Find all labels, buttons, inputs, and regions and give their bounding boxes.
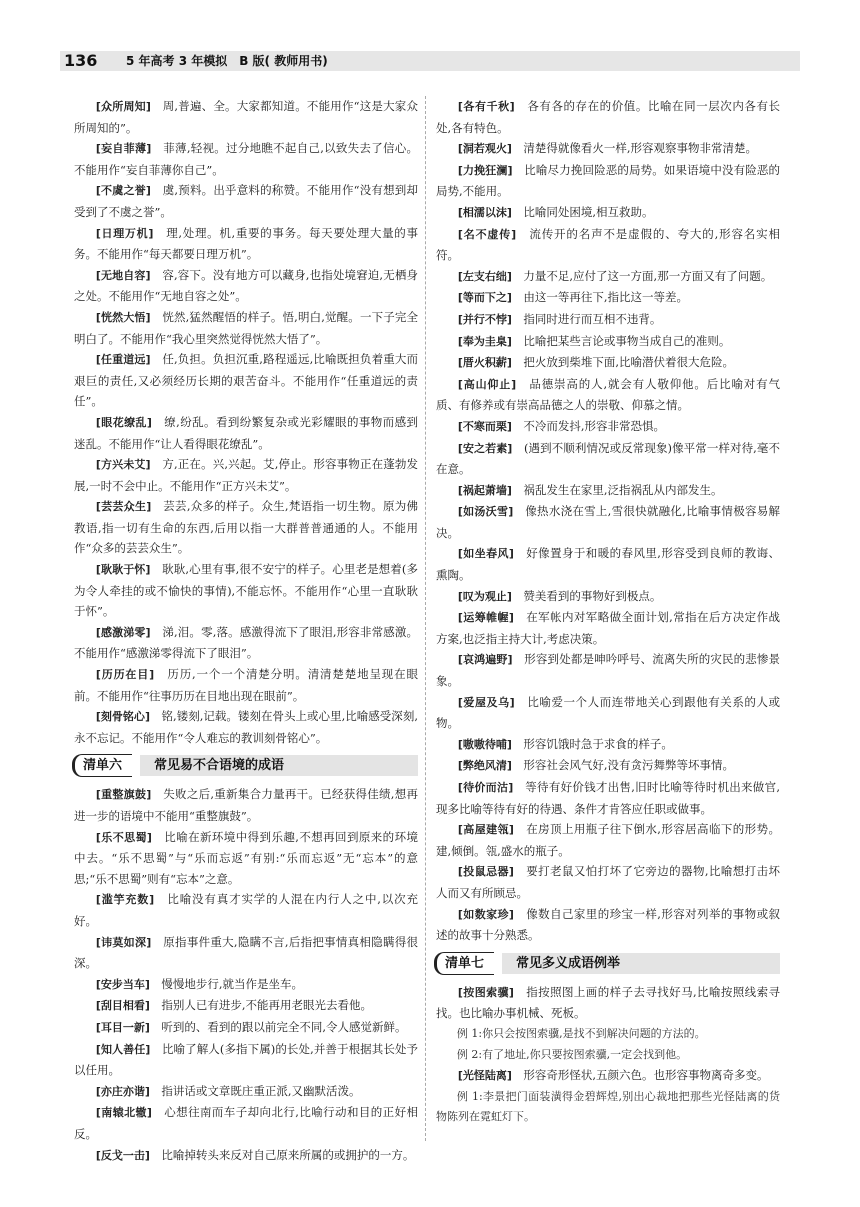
idiom-definition: 好像置身于和暖的春风里,形容受到良师的教诲、熏陶。 [436, 546, 781, 583]
idiom-entry [436, 734, 780, 756]
idiom-term: [运筹帷幄] [457, 611, 514, 625]
idiom-definition: 指讲话或文章既庄重正派,又幽默活泼。 [149, 1083, 361, 1098]
idiom-term: [恍然大悟] [95, 310, 151, 324]
idiom-term: [如汤沃雪] [457, 505, 514, 519]
idiom-entry [436, 607, 780, 649]
idiom-term: [日理万机] [95, 226, 154, 240]
idiom-definition: 像热水浇在雪上,雪很快就融化,比喻事情极容易解决。 [436, 504, 780, 540]
idiom-definition: 指同时进行而互相不违背。 [511, 311, 662, 326]
idiom-entry [436, 138, 780, 160]
idiom-entry [74, 974, 418, 996]
idiom-definition: 像数自己家里的珍宝一样,形容对列举的事物或叙述的故事十分熟悉。 [436, 906, 781, 943]
idiom-term: [耳目一新] [95, 1020, 150, 1034]
idiom-entry [74, 454, 418, 496]
idiom-entry [436, 352, 780, 374]
idiom-term: [刮目相看] [95, 999, 150, 1013]
idiom-term: [如数家珍] [457, 907, 514, 921]
idiom-entry [74, 622, 418, 664]
idiom-term: [芸芸众生] [95, 500, 152, 514]
idiom-term: [南辕北辙] [95, 1106, 152, 1120]
idiom-definition: 历历,一个一个清楚分明。清清楚楚地呈现在眼前。不能用作“往事历历在目地出现在眼前”。 [74, 667, 418, 703]
idiom-term: [哀鸿遍野] [457, 653, 513, 667]
book-title: 5 年高考 3 年模拟 B 版( 教师用书) [126, 54, 328, 68]
idiom-term: [如坐春风] [457, 547, 514, 561]
idiom-term: [并行不悖] [457, 312, 512, 326]
idiom-entry [74, 559, 418, 622]
idiom-definition: 恍然,猛然醒悟的样子。悟,明白,觉醒。一下子完全明白了。不能用作“我心里突然觉得恍然大悟了”。 [74, 309, 418, 346]
idiom-definition: 比喻掉转头来反对自己原来所属的或拥护的一方。 [149, 1147, 415, 1162]
right-column [436, 96, 780, 1128]
idiom-term: [滥竽充数] [95, 893, 155, 907]
idiom-definition: 比喻没有真才实学的人混在内行人之中,以次充好。 [74, 892, 418, 928]
idiom-entry [436, 982, 780, 1024]
idiom-definition: 不冷而发抖,形容非常恐惧。 [511, 418, 666, 433]
idiom-entry [74, 496, 418, 559]
idiom-definition: 指别人已有进步,不能再用老眼光去看他。 [149, 998, 373, 1013]
idiom-definition: 听到的、看到的跟以前完全不同,令人感觉新鲜。 [149, 1019, 407, 1034]
idiom-term: [爱屋及乌] [457, 695, 515, 709]
idiom-entry [436, 819, 780, 861]
idiom-definition: 芸芸,众多的样子。众生,梵语指一切生物。原为佛教语,指一切有生命的东西,后用以指一大群普普通通的人。不能用作“众多的芸芸众生”。 [74, 499, 418, 556]
idiom-entry [74, 1145, 418, 1167]
idiom-entry [436, 543, 780, 585]
idiom-definition: 等待有好价钱才出售,旧时比喻等待时机出来做官,现多比喻等待有好的待遇、条件才肯答应任职或做事。 [436, 780, 780, 816]
idiom-term: [历历在目] [95, 668, 155, 682]
idiom-entry [74, 827, 418, 890]
usage-example: 例 1:李景把门面装潢得金碧辉煌,别出心裁地把那些光怪陆离的货物陈列在霓虹灯下。 [436, 1089, 780, 1124]
idiom-definition: 耿耿,心里有事,很不安宁的样子。心里老是想着(多为令人牵挂的或不愉快的事情),不能忘怀。不能用作“心里一直耿耿于怀”。 [74, 562, 418, 619]
idiom-entry [436, 586, 780, 608]
idiom-definition: 任,负担。负担沉重,路程遥远,比喻既担负着重大而艰巨的责任,又必须经历长期的艰苦奋斗。不能用作“任重道远的责任”。 [74, 352, 418, 409]
idiom-definition: 原指事件重大,隐瞒不言,后指把事情真相隐瞒得很深。 [74, 934, 418, 971]
section-heading-7 [434, 952, 780, 977]
idiom-entry [436, 416, 780, 438]
idiom-definition: 铭,镂刻,记载。镂刻在骨头上或心里,比喻感受深刻,永不忘记。不能用作“令人难忘的教训刻骨铭心”。 [74, 709, 418, 745]
idiom-term: [高山仰止] [457, 377, 517, 391]
idiom-definition: 祸乱发生在家里,泛指祸乱从内部发生。 [511, 482, 723, 497]
idiom-definition: 心想往南而车子却向北行,比喻行动和目的正好相反。 [74, 1105, 419, 1141]
usage-example: 例 1:你只会按图索骥,是找不到解决问题的方法的。 [456, 1026, 706, 1040]
idiom-term: [感激涕零] [95, 625, 151, 639]
idiom-definition: 理,处理。机,重要的事务。每天要处理大量的事务。不能用作“每天都要日理万机”。 [74, 225, 418, 262]
idiom-entry [436, 224, 780, 266]
idiom-entry [74, 1102, 418, 1144]
idiom-term: [亦庄亦谐] [95, 1084, 150, 1098]
idiom-term: [高屋建瓴] [457, 823, 514, 837]
left-column [74, 96, 418, 1166]
section-heading-6 [72, 754, 418, 779]
idiom-entry [74, 932, 418, 974]
usage-example: 例 2:有了地址,你只要按图索骥,一定会找到他。 [456, 1047, 688, 1061]
idiom-definition: 赞美看到的事物好到极点。 [511, 588, 662, 603]
idiom-term: [弊绝风清] [457, 759, 512, 773]
idiom-term: [安步当车] [95, 977, 150, 991]
idiom-definition: 把火放到柴堆下面,比喻潜伏着很大危险。 [511, 355, 735, 370]
idiom-definition: 周,普遍、全。大家都知道。不能用作“这是大家众所周知的”。 [74, 99, 418, 135]
idiom-definition: 慢慢地步行,就当作是坐车。 [149, 976, 304, 991]
idiom-definition: 涕,泪。零,落。感激得流下了眼泪,形容非常感激。不能用作“感激涕零得流下了眼泪”。 [74, 624, 418, 661]
idiom-term: [厝火积薪] [457, 356, 512, 370]
idiom-definition: 形容到处都是呻吟呼号、流离失所的灾民的悲惨景象。 [436, 652, 780, 689]
idiom-term: [无地自容] [95, 268, 151, 282]
idiom-definition: 形容奇形怪状,五颜六色。也形容事物离奇多变。 [511, 1068, 769, 1083]
idiom-definition: 容,容下。没有地方可以藏身,也指处境窘迫,无栖身之处。不能用作“无地自容之处”。 [74, 267, 418, 304]
section-title: 常见易不合语境的成语 [154, 758, 285, 774]
idiom-definition: 比喻尽力挽回险恶的局势。如果语境中没有险恶的局势,不能用。 [436, 162, 780, 199]
idiom-term: [祸起萧墙] [457, 483, 512, 497]
idiom-definition: 比喻了解人(多指下属)的长处,并善于根据其长处予以任用。 [74, 1041, 418, 1078]
idiom-definition: 由这一等再往下,指比这一等差。 [511, 290, 689, 305]
idiom-term: [奉为圭臬] [457, 334, 512, 348]
idiom-term: [妄自菲薄] [95, 142, 152, 156]
idiom-entry [436, 501, 780, 543]
idiom-entry [74, 223, 418, 265]
idiom-definition: 比喻把某些言论或事物当成自己的准则。 [511, 333, 731, 348]
idiom-entry [436, 331, 780, 353]
idiom-definition: 各有各的存在的价值。比喻在同一层次内各有长处,各有特色。 [436, 99, 780, 135]
idiom-term: [等而下之] [457, 291, 512, 305]
idiom-entry [436, 777, 780, 819]
idiom-definition: 菲薄,轻视。过分地瞧不起自己,以致失去了信心。不能用作“妄自菲薄你自己”。 [74, 141, 418, 177]
idiom-definition: 比喻在新环境中得到乐趣,不想再回到原来的环境中去。“乐不思蜀”与“乐而忘返”有别:“乐而忘返”无“忘本”的意思;“乐不思蜀”则有“忘本”之意。 [74, 829, 419, 886]
idiom-entry [74, 1081, 418, 1103]
idiom-term: [按图索骥] [457, 985, 514, 999]
idiom-entry [74, 307, 418, 349]
idiom-entry [74, 412, 418, 454]
idiom-entry [436, 438, 780, 480]
idiom-entry [436, 202, 780, 224]
idiom-entry [436, 287, 780, 309]
idiom-entry [74, 706, 418, 748]
section-tag: 清单六 [72, 754, 132, 777]
idiom-term: [各有千秋] [457, 100, 515, 113]
idiom-term: [耿耿于怀] [95, 563, 151, 577]
idiom-entry [74, 889, 418, 931]
idiom-term: [叹为观止] [457, 589, 512, 603]
idiom-entry [436, 309, 780, 331]
idiom-entry [436, 480, 780, 502]
idiom-term: [左支右绌] [457, 269, 512, 283]
idiom-entry [74, 995, 418, 1017]
idiom-term: [不寒而栗] [457, 419, 512, 433]
idiom-definition: 比喻同处困境,相互救助。 [511, 204, 654, 219]
page-header [60, 48, 800, 76]
idiom-entry [74, 1017, 418, 1039]
idiom-definition: 虞,预料。出乎意料的称赞。不能用作“没有想到却受到了不虞之誉”。 [74, 183, 418, 219]
idiom-term: [重整旗鼓] [95, 788, 152, 802]
idiom-term: [讳莫如深] [95, 935, 152, 949]
idiom-term: [名不虚传] [457, 227, 517, 241]
idiom-definition: 要打老鼠又怕打坏了它旁边的器物,比喻想打击坏人而又有所顾忌。 [436, 864, 781, 900]
idiom-entry [436, 1065, 780, 1087]
idiom-entry [74, 784, 418, 826]
idiom-definition: 形容社会风气好,没有贪污舞弊等坏事情。 [511, 758, 735, 773]
idiom-entry [436, 649, 780, 691]
idiom-term: [洞若观火] [457, 142, 512, 156]
idiom-entry [74, 1039, 418, 1081]
idiom-term: [待价而沽] [457, 781, 514, 794]
idiom-list-section6 [74, 784, 418, 1166]
idiom-entry [436, 755, 780, 777]
idiom-definition: (遇到不顺利情况或反常现象)像平常一样对待,毫不在意。 [436, 440, 780, 477]
idiom-entry [74, 349, 418, 412]
idiom-term: [刻骨铭心] [95, 710, 150, 724]
idiom-entry [74, 138, 418, 180]
idiom-term: [不虞之誉] [95, 184, 151, 198]
idiom-list-section7 [436, 982, 780, 1128]
idiom-entry [436, 160, 780, 202]
idiom-entry [74, 180, 418, 222]
idiom-entry [436, 96, 780, 138]
page-number: 136 [64, 51, 98, 70]
idiom-definition: 失败之后,重新集合力量再干。已经获得佳绩,想再进一步的语境中不能用“重整旗鼓”。 [74, 787, 418, 823]
idiom-term: [光怪陆离] [457, 1069, 512, 1083]
idiom-term: [反戈一击] [95, 1148, 150, 1162]
idiom-term: [投鼠忌器] [457, 865, 514, 879]
idiom-definition: 比喻爱一个人而连带地关心到跟他有关系的人或物。 [436, 694, 780, 731]
idiom-definition: 指按照图上画的样子去寻找好马,比喻按照线索寻找。也比喻办事机械、死板。 [436, 984, 781, 1021]
idiom-list-section5 [74, 96, 418, 748]
idiom-definition: 缭,纷乱。看到纷繁复杂或光彩耀眼的事物而感到迷乱。不能用作“让人看得眼花缭乱”。 [74, 414, 419, 451]
idiom-term: [力挽狂澜] [457, 163, 513, 177]
idiom-term: [任重道远] [95, 353, 151, 367]
idiom-term: [乐不思蜀] [95, 830, 152, 844]
idiom-term: [安之若素] [457, 441, 513, 455]
idiom-term: [眼花缭乱] [95, 415, 152, 429]
idiom-entry [74, 664, 418, 706]
idiom-term: [嗷嗷待哺] [457, 737, 512, 751]
idiom-entry [74, 265, 418, 307]
idiom-entry [436, 861, 780, 903]
idiom-term: [知人善任] [95, 1042, 151, 1056]
idiom-entry [436, 904, 780, 946]
idiom-definition: 力量不足,应付了这一方面,那一方面又有了问题。 [511, 268, 773, 283]
idiom-definition: 在房顶上用瓶子往下倒水,形容居高临下的形势。建,倾倒。瓴,盛水的瓶子。 [436, 822, 781, 858]
idiom-definition: 流传开的名声不是虚假的、夸大的,形容名实相符。 [436, 226, 780, 263]
idiom-term: [众所周知] [95, 100, 151, 113]
column-divider [425, 96, 426, 1141]
idiom-definition: 方,正在。兴,兴起。艾,停止。形容事物正在蓬勃发展,一时不会中止。不能用作“正方兴未艾”。 [74, 457, 418, 493]
idiom-definition: 清楚得就像看火一样,形容观察事物非常清楚。 [511, 141, 758, 156]
section-title: 常见多义成语例举 [516, 955, 621, 971]
section-tag: 清单七 [434, 952, 494, 975]
idiom-entry [74, 96, 418, 138]
idiom-definition: 品德崇高的人,就会有人敬仰他。后比喻对有气质、有修养或有崇高品德之人的崇敬、仰慕之情。 [436, 376, 780, 413]
idiom-list-section6-cont [436, 96, 780, 946]
idiom-entry [436, 266, 780, 288]
idiom-term: [相濡以沫] [457, 205, 512, 219]
idiom-entry [436, 692, 780, 734]
idiom-term: [方兴未艾] [95, 458, 151, 472]
idiom-definition: 在军帐内对军略做全面计划,常指在后方决定作战方案,也泛指主持大计,考虑决策。 [436, 610, 781, 646]
idiom-entry [436, 374, 780, 416]
idiom-definition: 形容饥饿时急于求食的样子。 [511, 736, 673, 751]
